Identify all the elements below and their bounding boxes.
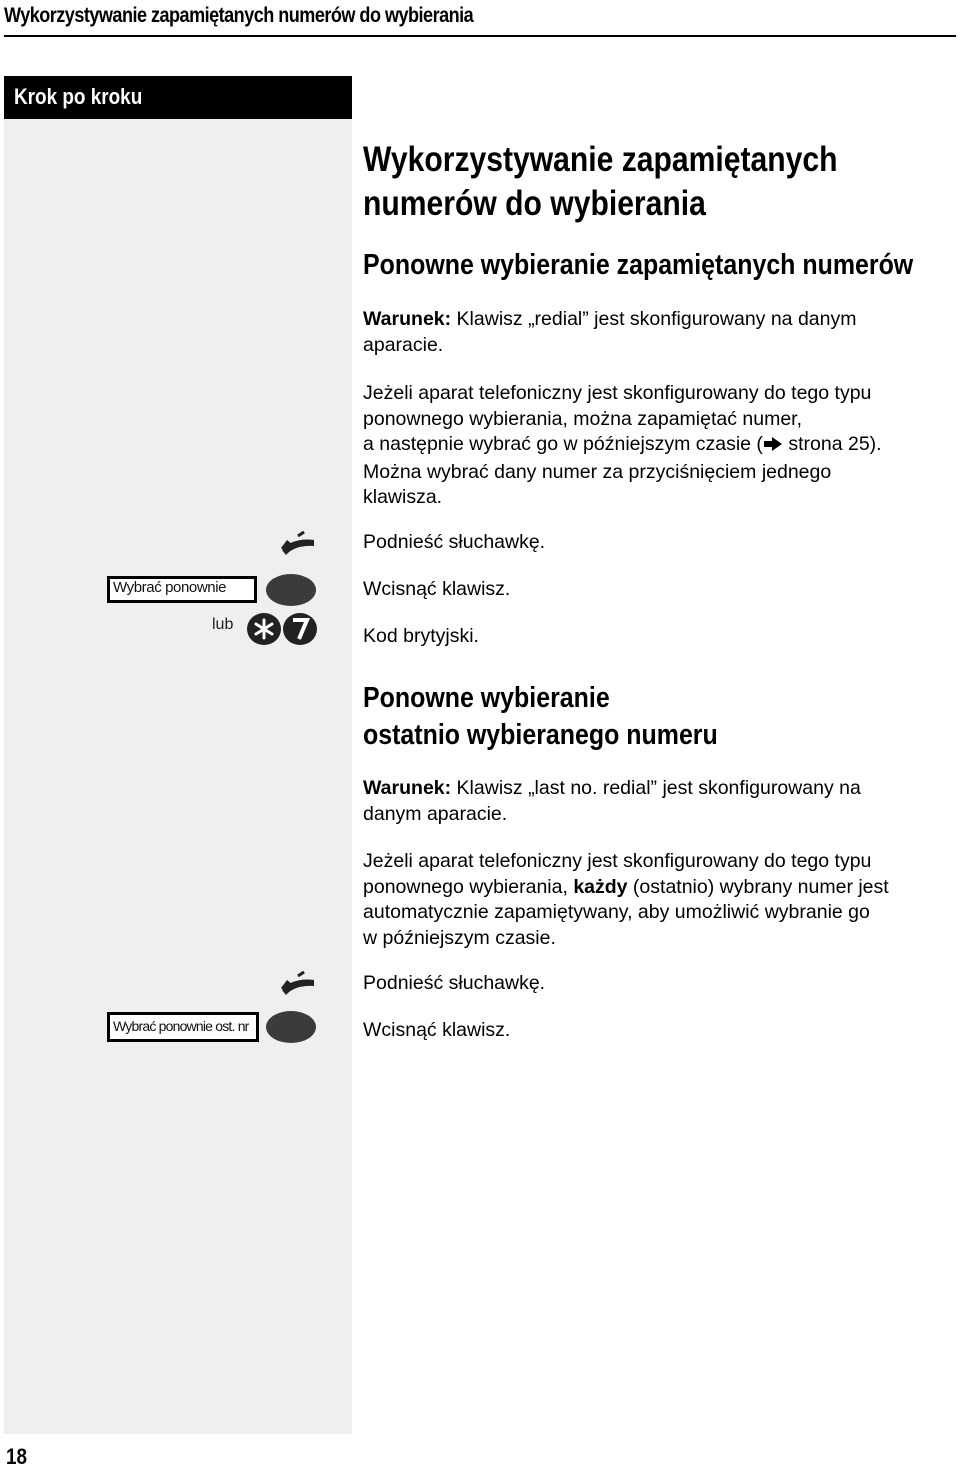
last-redial-key-label: Wybrać ponownie ost. nr (107, 1012, 259, 1042)
section1-step-lift-handset: Podnieść słuchawkę. (363, 531, 546, 553)
section2-heading-line-1: Ponowne wybieranie (363, 682, 610, 714)
body-line: ponownego wybierania, (363, 875, 574, 898)
body-line: automatycznie zapamiętywany, aby umożliwić wybranie go (363, 901, 870, 923)
section1-step-press-key: Wcisnąć klawisz. (363, 578, 511, 600)
condition-text: Klawisz „redial” jest skonfigurowany na danym (456, 308, 857, 330)
handset-lift-icon (278, 968, 318, 1003)
star-key-icon[interactable] (246, 612, 282, 651)
step-by-step-sidebar (4, 76, 352, 1434)
section2-heading-line-2: ostatnio wybieranego numeru (363, 719, 718, 751)
body-line: ponownego wybierania, można zapamiętać numer, (363, 407, 803, 430)
running-header: Wykorzystywanie zapamiętanych numerów do wybierania (4, 4, 474, 27)
section1-heading: Ponowne wybieranie zapamiętanych numerów (363, 249, 914, 281)
redial-key-button[interactable] (266, 574, 316, 606)
body-line: Jeżeli aparat telefoniczny jest skonfigurowany do tego typu (363, 850, 872, 872)
section2-condition (363, 776, 948, 827)
page-title-line-2: numerów do wybierania (363, 184, 706, 223)
alternative-label: lub (212, 616, 234, 633)
section1-step-uk-code: Kod brytyjski. (363, 625, 479, 647)
body-line: klawisza. (363, 486, 443, 508)
condition-text: Klawisz „last no. redial” jest skonfigurowany na (456, 777, 861, 799)
body-line: Można wybrać dany numer za przyciśnięciem jednego (363, 460, 832, 483)
emphasis-every: każdy (573, 875, 628, 898)
body-line: strona 25). (782, 433, 882, 455)
condition-label: Warunek: (363, 777, 452, 799)
body-line: a następnie wybrać go w późniejszym czasie ( (363, 433, 763, 455)
handset-lift-icon (278, 528, 318, 563)
condition-text: aparacie. (363, 333, 444, 356)
header-rule (4, 35, 956, 37)
page-number: 18 (6, 1444, 28, 1469)
body-line: w późniejszym czasie. (363, 926, 556, 949)
body-line: Jeżeli aparat telefoniczny jest skonfigurowany do tego typu (363, 382, 872, 404)
sidebar-title: Krok po kroku (14, 84, 143, 109)
redial-key-label: Wybrać ponownie (107, 576, 257, 603)
page-reference-arrow-icon (763, 434, 783, 460)
section2-body (363, 849, 948, 951)
section1-body (363, 381, 948, 511)
section1-condition (363, 307, 948, 358)
seven-key-icon[interactable] (282, 612, 318, 651)
section2-step-press-key: Wcisnąć klawisz. (363, 1019, 511, 1041)
sidebar-title-bar (4, 76, 352, 119)
page-title-line-1: Wykorzystywanie zapamiętanych (363, 140, 838, 179)
condition-text: danym aparacie. (363, 802, 508, 825)
section2-step-lift-handset: Podnieść słuchawkę. (363, 972, 546, 994)
last-redial-key-button[interactable] (266, 1011, 316, 1043)
condition-label: Warunek: (363, 308, 452, 330)
body-line: (ostatnio) wybrany numer jest (627, 875, 889, 898)
